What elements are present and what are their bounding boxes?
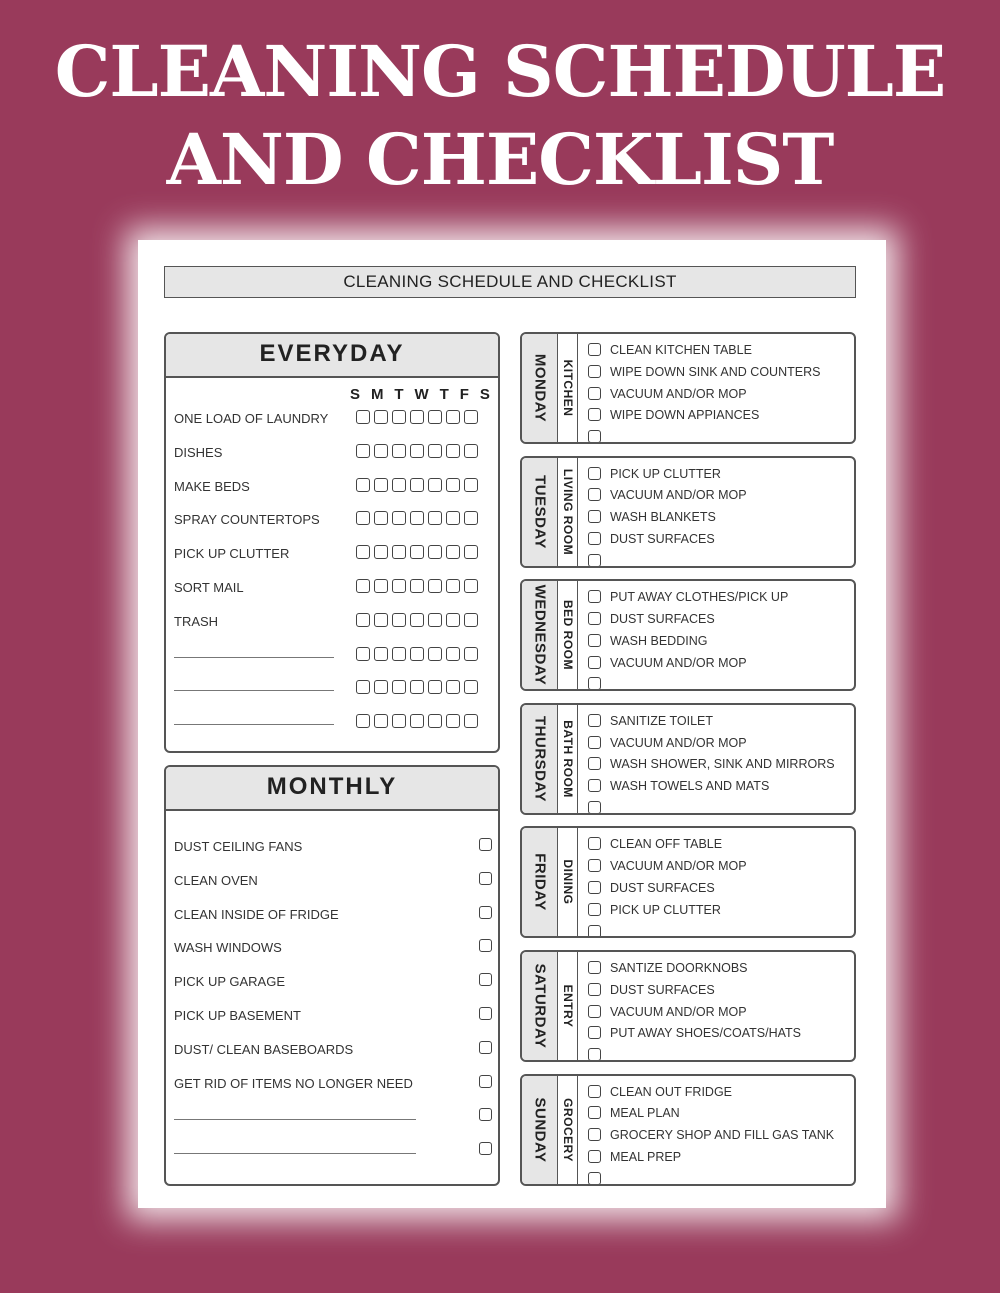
task-checkbox[interactable] <box>588 983 601 996</box>
day-checkboxes <box>356 680 478 694</box>
weekly-task-label: DUST SURFACES <box>610 611 715 626</box>
task-checkbox[interactable] <box>588 1128 601 1141</box>
day-checkbox[interactable] <box>446 714 460 728</box>
everyday-row <box>174 678 494 698</box>
weekly-task-label: PICK UP CLUTTER <box>610 466 721 481</box>
everyday-task-label: SORT MAIL <box>174 580 244 595</box>
task-checkbox[interactable] <box>588 677 601 690</box>
weekly-task <box>588 980 850 1002</box>
weekday-tab <box>522 705 558 813</box>
day-checkbox[interactable] <box>428 478 442 492</box>
room-label: ENTRY <box>560 984 575 1028</box>
weekly-task <box>588 1045 850 1062</box>
room-tab <box>558 828 578 936</box>
day-checkbox[interactable] <box>410 478 424 492</box>
everyday-task-label: PICK UP CLUTTER <box>174 546 290 562</box>
monthly-section <box>164 765 500 1186</box>
task-checkbox[interactable] <box>588 467 601 480</box>
weekly-task <box>588 1082 850 1104</box>
day-checkbox[interactable] <box>428 579 442 593</box>
day-checkbox[interactable] <box>374 613 388 627</box>
task-checkbox[interactable] <box>588 881 601 894</box>
monthly-task-label: CLEAN OVEN <box>174 872 258 888</box>
everyday-row <box>174 712 494 732</box>
weekly-block-monday <box>520 332 856 444</box>
weekly-task-label: WASH TOWELS AND MATS <box>610 779 770 794</box>
weekly-task <box>588 900 850 922</box>
everyday-task-label: SPRAY COUNTERTOPS <box>174 512 320 528</box>
day-checkbox[interactable] <box>374 579 388 593</box>
day-checkboxes <box>356 647 478 661</box>
day-checkbox[interactable] <box>356 444 370 458</box>
weekly-task <box>588 1147 850 1169</box>
monthly-checkbox[interactable] <box>479 906 492 919</box>
monthly-checkbox[interactable] <box>479 838 492 851</box>
day-checkboxes <box>356 444 478 458</box>
day-letter: W <box>414 386 430 403</box>
weekly-block-wednesday <box>520 579 856 691</box>
weekly-block-thursday <box>520 703 856 815</box>
task-checkbox[interactable] <box>588 801 601 814</box>
weekly-task-label: VACUUM AND/OR MOP <box>610 735 747 750</box>
monthly-checkbox[interactable] <box>479 1142 492 1155</box>
weekly-task <box>588 653 850 675</box>
blank-write-line[interactable] <box>174 690 334 691</box>
weekly-task <box>588 958 850 980</box>
monthly-title: MONTHLY <box>166 767 498 811</box>
day-checkbox[interactable] <box>446 444 460 458</box>
day-checkbox[interactable] <box>464 613 478 627</box>
blank-write-line[interactable] <box>610 690 818 691</box>
weekly-task-label: PUT AWAY CLOTHES/PICK UP <box>610 590 789 605</box>
day-checkbox[interactable] <box>428 680 442 694</box>
day-checkbox[interactable] <box>410 545 424 559</box>
weekly-task <box>588 798 850 815</box>
banner-title <box>0 28 1000 204</box>
weekly-task-label: WASH BEDDING <box>610 633 708 648</box>
blank-write-line[interactable] <box>610 814 818 815</box>
room-tab <box>558 1076 578 1184</box>
blank-write-line[interactable] <box>174 657 334 658</box>
task-checkbox[interactable] <box>588 1150 601 1163</box>
task-checkbox[interactable] <box>588 837 601 850</box>
blank-write-line[interactable] <box>610 1061 818 1062</box>
task-checkbox[interactable] <box>588 387 601 400</box>
weekly-block-friday <box>520 826 856 938</box>
weekly-task <box>588 1002 850 1024</box>
weekday-label: FRIDAY <box>531 853 548 912</box>
room-label: KITCHEN <box>560 359 575 417</box>
weekly-task <box>588 464 850 486</box>
task-checkbox[interactable] <box>588 365 601 378</box>
task-checkbox[interactable] <box>588 656 601 669</box>
weekday-label: MONDAY <box>531 353 548 423</box>
task-checkbox[interactable] <box>588 779 601 792</box>
weekday-label: SUNDAY <box>531 1097 548 1163</box>
monthly-checkbox[interactable] <box>479 939 492 952</box>
everyday-section <box>164 332 500 753</box>
weekly-task-label: SANTIZE DOORKNOBS <box>610 961 748 975</box>
day-checkboxes <box>356 545 478 559</box>
day-checkbox[interactable] <box>374 680 388 694</box>
weekly-task-list <box>588 340 850 444</box>
day-checkbox[interactable] <box>446 647 460 661</box>
weekly-task-label: MEAL PLAN <box>610 1106 680 1121</box>
weekly-task-list <box>588 711 850 815</box>
weekly-task <box>588 856 850 878</box>
weekly-task-label: WASH BLANKETS <box>610 510 716 525</box>
day-checkbox[interactable] <box>446 545 460 559</box>
weekly-task-list <box>588 958 850 1062</box>
everyday-row <box>174 509 494 529</box>
sheet-title: CLEANING SCHEDULE AND CHECKLIST <box>164 266 856 298</box>
weekly-task <box>588 922 850 939</box>
weekly-task-list <box>588 587 850 691</box>
weekly-task-label: PICK UP CLUTTER <box>610 902 721 917</box>
day-checkbox[interactable] <box>374 410 388 424</box>
room-tab <box>558 458 578 566</box>
task-checkbox[interactable] <box>588 1085 601 1098</box>
blank-write-line[interactable] <box>610 567 818 568</box>
weekly-task <box>588 733 850 755</box>
day-letter: T <box>439 386 450 403</box>
task-checkbox[interactable] <box>588 859 601 872</box>
task-checkbox[interactable] <box>588 757 601 770</box>
day-checkbox[interactable] <box>464 680 478 694</box>
task-checkbox[interactable] <box>588 1172 601 1185</box>
everyday-task-label: MAKE BEDS <box>174 478 250 494</box>
weekly-task-label: MEAL PREP <box>610 1149 682 1164</box>
weekly-task-label: VACUUM AND/OR MOP <box>610 859 747 874</box>
day-checkbox[interactable] <box>392 410 406 424</box>
day-letter: T <box>394 386 405 403</box>
day-checkbox[interactable] <box>446 511 460 525</box>
task-checkbox[interactable] <box>588 736 601 749</box>
weekly-task <box>588 384 850 406</box>
weekday-label: THURSDAY <box>531 715 548 802</box>
day-checkbox[interactable] <box>392 613 406 627</box>
task-checkbox[interactable] <box>588 612 601 625</box>
blank-write-line[interactable] <box>174 1153 416 1154</box>
monthly-checkbox[interactable] <box>479 1075 492 1088</box>
day-checkbox[interactable] <box>410 579 424 593</box>
day-checkbox[interactable] <box>374 511 388 525</box>
weekly-task <box>588 529 850 551</box>
monthly-task-label: DUST CEILING FANS <box>174 839 303 854</box>
everyday-task-label: TRASH <box>174 613 219 629</box>
task-checkbox[interactable] <box>588 634 601 647</box>
weekly-task-label: VACUUM AND/OR MOP <box>610 655 747 670</box>
everyday-title: EVERYDAY <box>166 334 498 378</box>
day-checkbox[interactable] <box>392 647 406 661</box>
blank-write-line[interactable] <box>174 1119 416 1120</box>
weekly-task <box>588 674 850 691</box>
weekly-task <box>588 631 850 653</box>
day-checkbox[interactable] <box>410 444 424 458</box>
day-checkbox[interactable] <box>374 478 388 492</box>
day-checkbox[interactable] <box>464 579 478 593</box>
everyday-day-header <box>348 386 493 403</box>
day-checkbox[interactable] <box>464 714 478 728</box>
room-tab <box>558 705 578 813</box>
weekday-tab <box>522 1076 558 1184</box>
room-tab <box>558 334 578 442</box>
monthly-checkbox[interactable] <box>479 872 492 885</box>
blank-write-line[interactable] <box>610 443 818 444</box>
banner-line-1: CLEANING SCHEDULE <box>54 30 946 113</box>
weekly-block-sunday <box>520 1074 856 1186</box>
everyday-task-label: ONE LOAD OF LAUNDRY <box>174 411 329 426</box>
day-checkbox[interactable] <box>428 545 442 559</box>
weekday-tab <box>522 458 558 566</box>
day-checkbox[interactable] <box>356 511 370 525</box>
day-checkbox[interactable] <box>392 478 406 492</box>
weekly-task <box>588 1169 850 1186</box>
everyday-row <box>174 442 494 462</box>
day-checkbox[interactable] <box>356 680 370 694</box>
task-checkbox[interactable] <box>588 554 601 567</box>
weekly-task-label: DUST SURFACES <box>610 982 715 997</box>
weekly-task <box>588 551 850 568</box>
day-letter: S <box>350 386 362 403</box>
weekly-task-label: DUST SURFACES <box>610 531 715 546</box>
monthly-row <box>174 871 492 891</box>
everyday-row <box>174 611 494 631</box>
day-checkbox[interactable] <box>410 410 424 424</box>
day-checkbox[interactable] <box>464 444 478 458</box>
day-checkboxes <box>356 478 478 492</box>
weekly-task-label: VACUUM AND/OR MOP <box>610 386 747 401</box>
day-checkbox[interactable] <box>446 680 460 694</box>
everyday-row <box>174 476 494 496</box>
weekly-task <box>588 427 850 444</box>
day-checkbox[interactable] <box>392 714 406 728</box>
weekly-task <box>588 711 850 733</box>
room-label: LIVING ROOM <box>560 468 575 555</box>
day-checkboxes <box>356 613 478 627</box>
weekly-task <box>588 754 850 776</box>
day-checkbox[interactable] <box>410 680 424 694</box>
everyday-row <box>174 577 494 597</box>
room-label: BATH ROOM <box>560 719 575 798</box>
weekly-task-label: GROCERY SHOP AND FILL GAS TANK <box>610 1128 835 1143</box>
monthly-row <box>174 1040 492 1060</box>
weekday-tab <box>522 334 558 442</box>
day-checkbox[interactable] <box>410 511 424 525</box>
day-checkbox[interactable] <box>464 511 478 525</box>
day-checkbox[interactable] <box>392 680 406 694</box>
weekly-task-label: SANITIZE TOILET <box>610 713 714 728</box>
weekly-task-label: VACUUM AND/OR MOP <box>610 1004 747 1019</box>
room-label: BED ROOM <box>560 600 575 671</box>
weekly-task-label: WASH SHOWER, SINK AND MIRRORS <box>610 757 835 772</box>
weekly-block-tuesday <box>520 456 856 568</box>
day-checkbox[interactable] <box>464 545 478 559</box>
room-tab <box>558 581 578 689</box>
weekday-label: TUESDAY <box>531 474 548 549</box>
weekly-task-label: VACUUM AND/OR MOP <box>610 488 747 503</box>
monthly-checkbox[interactable] <box>479 1041 492 1054</box>
everyday-row <box>174 543 494 563</box>
day-checkboxes <box>356 410 478 424</box>
weekly-task-label: CLEAN OUT FRIDGE <box>610 1084 733 1099</box>
task-checkbox[interactable] <box>588 343 601 356</box>
weekly-task <box>588 776 850 798</box>
monthly-row <box>174 1006 492 1026</box>
monthly-row <box>174 1107 492 1127</box>
weekly-task <box>588 609 850 631</box>
task-checkbox[interactable] <box>588 590 601 603</box>
day-checkbox[interactable] <box>374 444 388 458</box>
weekly-task-list <box>588 834 850 938</box>
monthly-task-label: GET RID OF ITEMS NO LONGER NEED <box>174 1075 413 1091</box>
weekly-task <box>588 587 850 609</box>
weekly-task-label: PUT AWAY SHOES/COATS/HATS <box>610 1026 802 1041</box>
day-letter: F <box>459 386 470 403</box>
everyday-task-label: DISHES <box>174 444 223 460</box>
day-checkbox[interactable] <box>356 613 370 627</box>
day-checkbox[interactable] <box>374 545 388 559</box>
monthly-task-label: DUST/ CLEAN BASEBOARDS <box>174 1041 354 1057</box>
room-label: GROCERY <box>560 1097 575 1162</box>
banner-line-2: AND CHECKLIST <box>166 118 834 201</box>
monthly-row <box>174 972 492 992</box>
day-checkbox[interactable] <box>410 613 424 627</box>
weekly-task <box>588 1125 850 1147</box>
monthly-task-label: WASH WINDOWS <box>174 940 282 956</box>
room-label: DINING <box>560 859 575 905</box>
blank-write-line[interactable] <box>610 1185 818 1186</box>
weekly-task-list <box>588 1082 850 1186</box>
monthly-row <box>174 1141 492 1161</box>
day-checkbox[interactable] <box>428 647 442 661</box>
weekday-label: WEDNESDAY <box>531 584 548 686</box>
weekly-task-label: DUST SURFACES <box>610 880 715 895</box>
weekly-task-label: WIPE DOWN APPIANCES <box>610 408 760 423</box>
task-checkbox[interactable] <box>588 510 601 523</box>
monthly-checkbox[interactable] <box>479 1108 492 1121</box>
day-checkbox[interactable] <box>356 410 370 424</box>
day-checkbox[interactable] <box>464 647 478 661</box>
day-checkbox[interactable] <box>446 613 460 627</box>
task-checkbox[interactable] <box>588 1106 601 1119</box>
task-checkbox[interactable] <box>588 408 601 421</box>
day-checkbox[interactable] <box>428 444 442 458</box>
weekly-task-label: WIPE DOWN SINK AND COUNTERS <box>610 364 821 379</box>
day-checkbox[interactable] <box>356 647 370 661</box>
task-checkbox[interactable] <box>588 714 601 727</box>
day-checkbox[interactable] <box>464 478 478 492</box>
weekday-tab <box>522 828 558 936</box>
day-checkbox[interactable] <box>374 714 388 728</box>
day-checkbox[interactable] <box>410 714 424 728</box>
day-checkbox[interactable] <box>446 579 460 593</box>
monthly-task-label: CLEAN INSIDE OF FRIDGE <box>174 906 339 922</box>
day-letter: M <box>370 386 385 403</box>
task-checkbox[interactable] <box>588 903 601 916</box>
day-checkbox[interactable] <box>392 444 406 458</box>
weekly-task <box>588 362 850 384</box>
task-checkbox[interactable] <box>588 961 601 974</box>
day-checkbox[interactable] <box>428 511 442 525</box>
weekly-task <box>588 834 850 856</box>
monthly-row <box>174 837 492 857</box>
blank-write-line[interactable] <box>174 724 334 725</box>
weekly-task-label: CLEAN OFF TABLE <box>610 837 723 852</box>
task-checkbox[interactable] <box>588 1005 601 1018</box>
blank-write-line[interactable] <box>610 938 818 939</box>
weekly-task <box>588 507 850 529</box>
day-checkboxes <box>356 714 478 728</box>
day-checkboxes <box>356 511 478 525</box>
weekday-label: SATURDAY <box>531 963 548 1049</box>
weekly-task <box>588 878 850 900</box>
day-checkbox[interactable] <box>392 511 406 525</box>
weekly-task-list <box>588 464 850 568</box>
day-checkboxes <box>356 579 478 593</box>
monthly-row <box>174 938 492 958</box>
day-checkbox[interactable] <box>374 647 388 661</box>
day-checkbox[interactable] <box>446 478 460 492</box>
task-checkbox[interactable] <box>588 925 601 938</box>
weekly-task <box>588 1023 850 1045</box>
day-letter: S <box>479 386 491 403</box>
task-checkbox[interactable] <box>588 488 601 501</box>
day-checkbox[interactable] <box>356 714 370 728</box>
day-checkbox[interactable] <box>356 478 370 492</box>
everyday-row <box>174 408 494 428</box>
task-checkbox[interactable] <box>588 532 601 545</box>
weekly-task <box>588 485 850 507</box>
task-checkbox[interactable] <box>588 430 601 443</box>
weekday-tab <box>522 581 558 689</box>
monthly-row <box>174 1074 492 1094</box>
day-checkbox[interactable] <box>410 647 424 661</box>
room-tab <box>558 952 578 1060</box>
monthly-row <box>174 905 492 925</box>
weekly-task <box>588 340 850 362</box>
monthly-checkbox[interactable] <box>479 1007 492 1020</box>
printable-sheet <box>138 240 886 1208</box>
weekday-tab <box>522 952 558 1060</box>
weekly-task <box>588 405 850 427</box>
day-checkbox[interactable] <box>392 545 406 559</box>
day-checkbox[interactable] <box>428 410 442 424</box>
monthly-task-label: PICK UP BASEMENT <box>174 1008 301 1023</box>
weekly-task-label: CLEAN KITCHEN TABLE <box>610 343 752 357</box>
weekly-task <box>588 1103 850 1125</box>
day-checkbox[interactable] <box>392 579 406 593</box>
day-checkbox[interactable] <box>356 579 370 593</box>
task-checkbox[interactable] <box>588 1026 601 1039</box>
monthly-task-label: PICK UP GARAGE <box>174 974 286 990</box>
day-checkbox[interactable] <box>446 410 460 424</box>
monthly-checkbox[interactable] <box>479 973 492 986</box>
day-checkbox[interactable] <box>356 545 370 559</box>
day-checkbox[interactable] <box>464 410 478 424</box>
task-checkbox[interactable] <box>588 1048 601 1061</box>
day-checkbox[interactable] <box>428 714 442 728</box>
weekly-block-saturday <box>520 950 856 1062</box>
day-checkbox[interactable] <box>428 613 442 627</box>
everyday-row <box>174 645 494 665</box>
